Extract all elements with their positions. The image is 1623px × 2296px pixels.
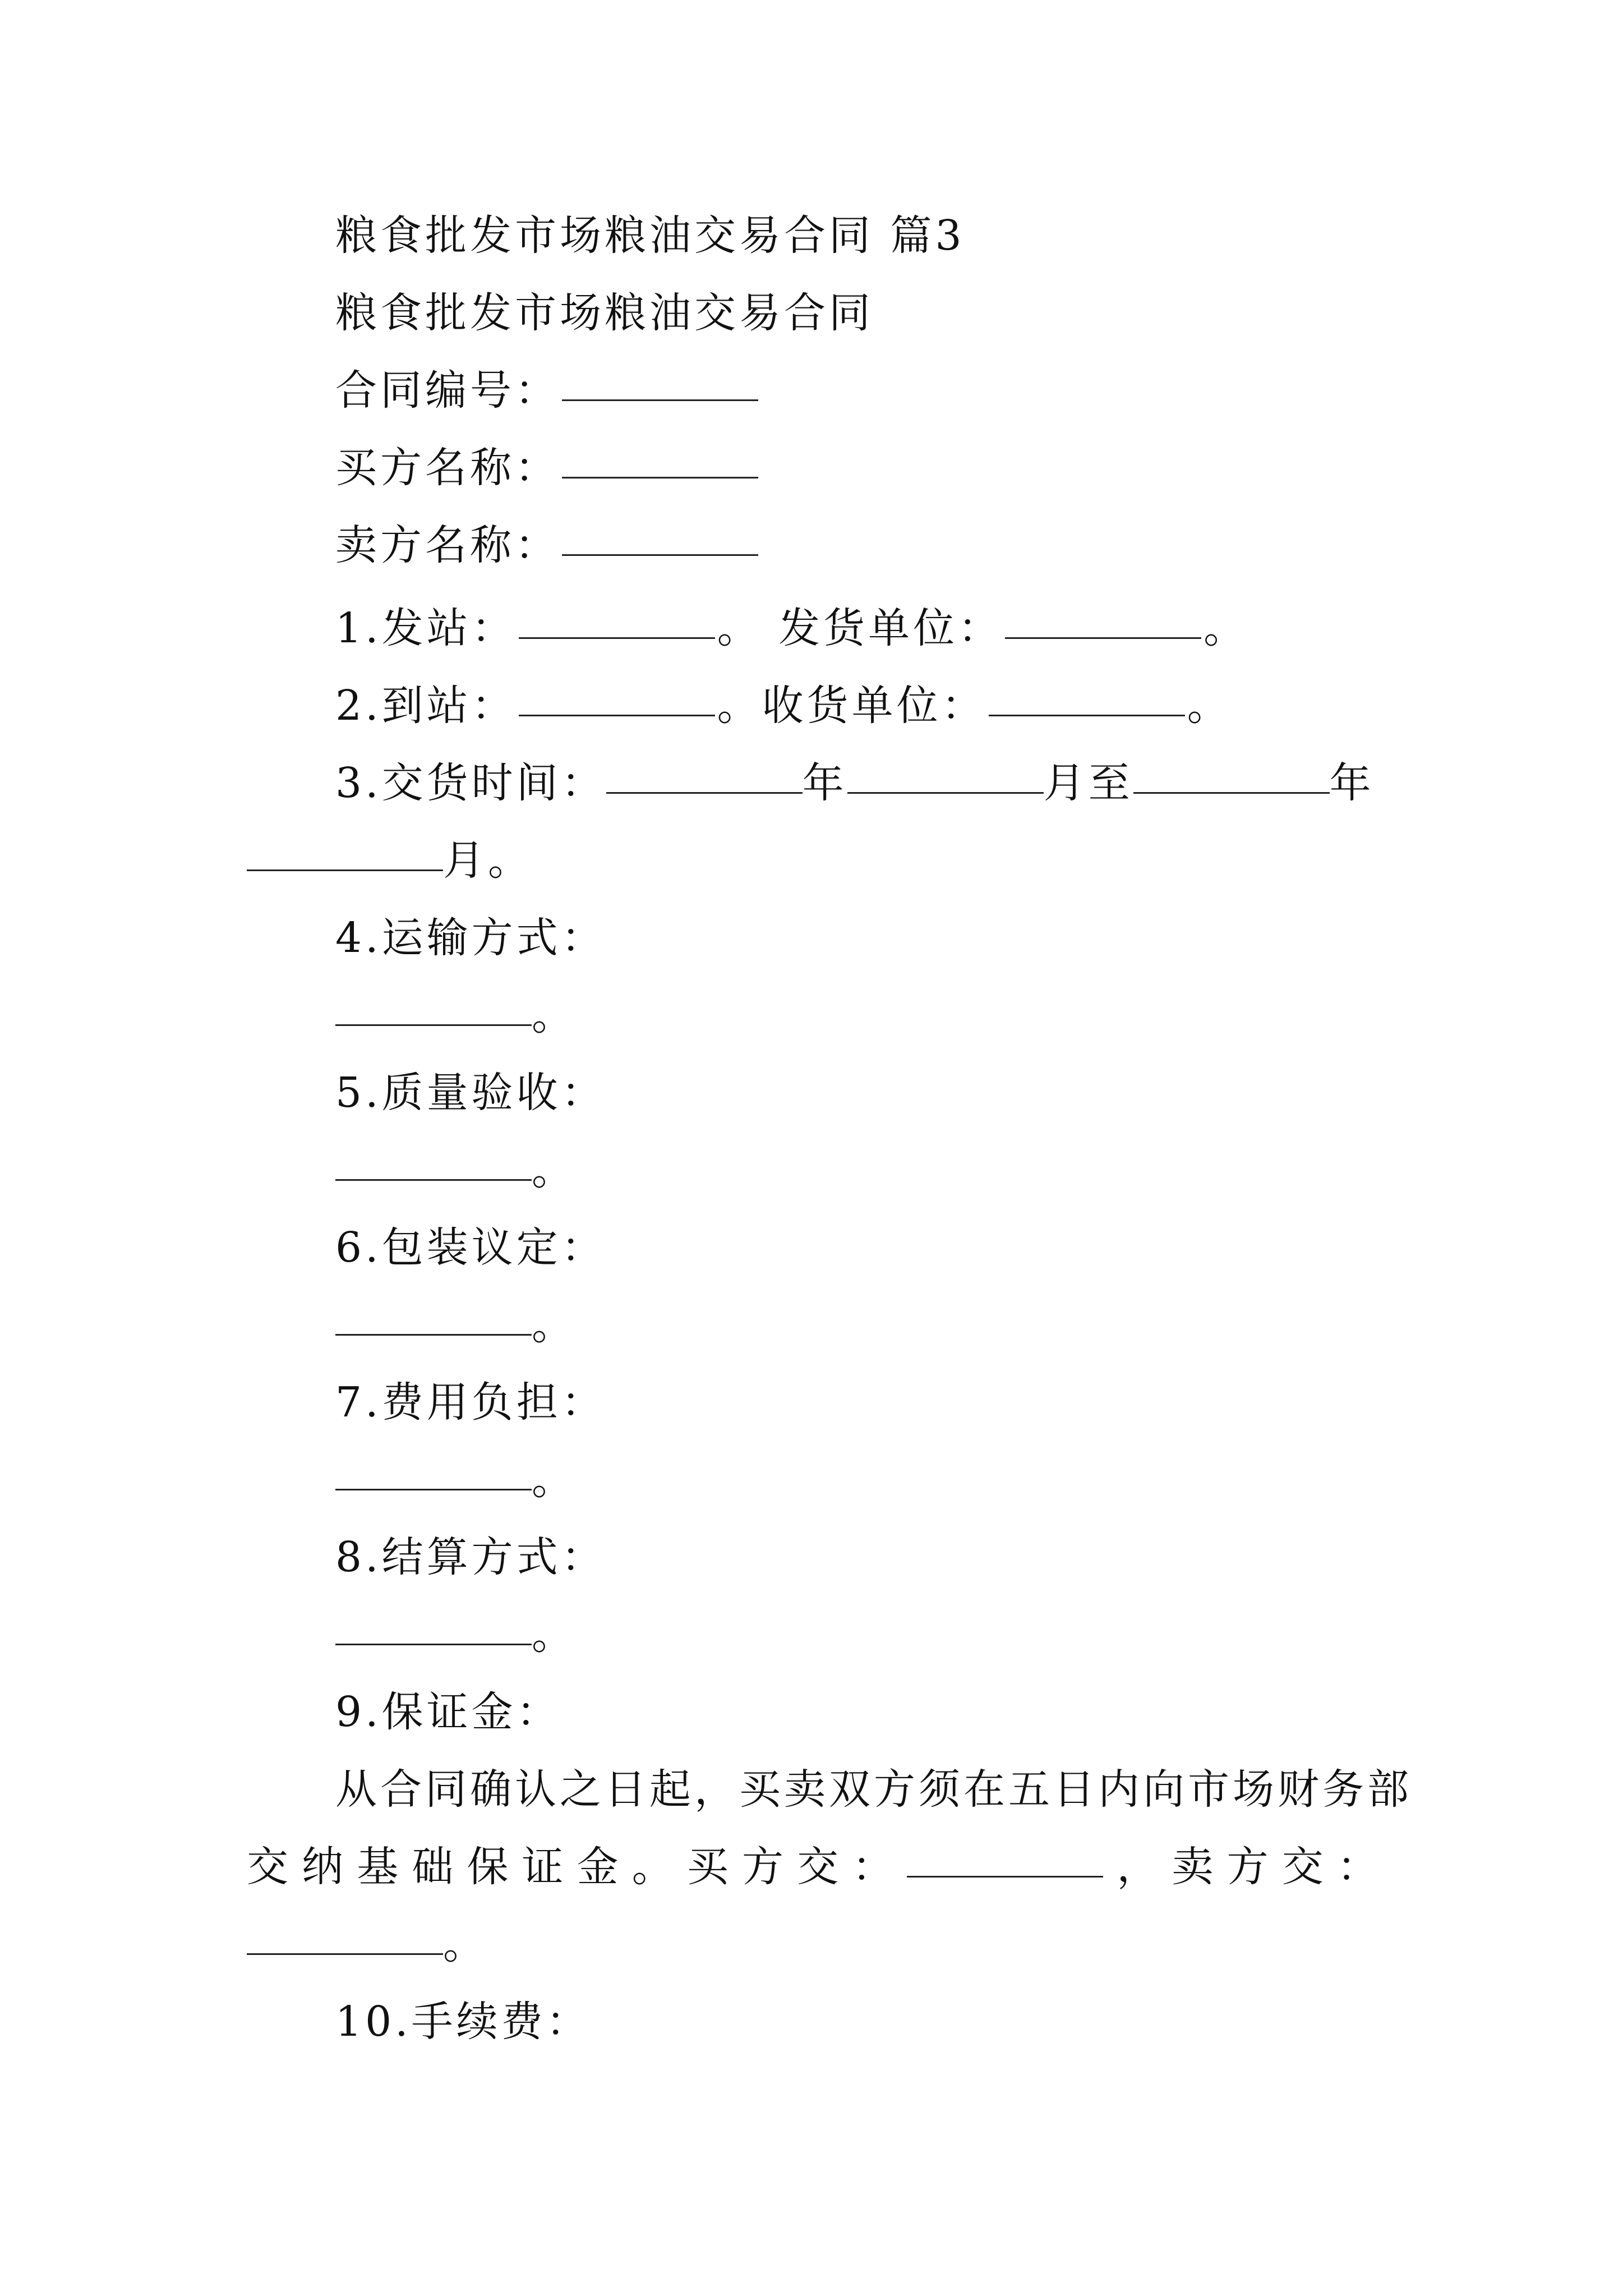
item-4-end: 。 xyxy=(532,991,577,1039)
item-10-row xyxy=(335,1994,591,2050)
seller-name-row xyxy=(335,517,760,573)
buyer-name-row xyxy=(335,440,760,496)
item-2-end: 。 xyxy=(1187,682,1232,730)
item-4-row xyxy=(335,910,606,966)
item-3-label: 3.交货时间： xyxy=(335,759,606,807)
cost-bearing-blank[interactable] xyxy=(335,1452,532,1490)
item-7-row xyxy=(335,1374,606,1430)
item-8-end: 。 xyxy=(532,1611,577,1659)
item-8-row xyxy=(335,1529,606,1585)
item-3-continuation xyxy=(247,832,533,889)
item-1-mid: 。 发货单位： xyxy=(717,604,1003,652)
item-8-fill-row xyxy=(335,1607,577,1663)
packaging-blank[interactable] xyxy=(335,1297,532,1336)
deposit-paragraph-text-1: 从合同确认之日起，买卖双方须在五日内向市场财务部 xyxy=(335,1765,1412,1814)
item-2-label: 2.到站： xyxy=(335,682,517,730)
buyer-name-label: 买方名称： xyxy=(335,444,560,492)
contract-number-blank[interactable] xyxy=(562,362,758,401)
quality-acceptance-blank[interactable] xyxy=(335,1142,532,1181)
departure-station-blank[interactable] xyxy=(519,600,715,639)
deposit-word: 。 xyxy=(631,1843,674,1891)
item-1-row xyxy=(335,600,1248,656)
arrival-station-blank[interactable] xyxy=(519,678,715,716)
item-5-fill-row xyxy=(335,1142,577,1198)
item-4-fill-row xyxy=(335,987,577,1043)
shipper-blank[interactable] xyxy=(1005,600,1201,639)
delivery-end-year-blank[interactable] xyxy=(1133,755,1330,794)
item-7-label: 7.费用负担： xyxy=(335,1378,606,1427)
item-1-label: 1.发站： xyxy=(335,604,517,652)
transport-method-blank[interactable] xyxy=(335,987,532,1026)
item-5-row xyxy=(335,1065,606,1121)
item-7-end: 。 xyxy=(532,1456,577,1504)
contract-title xyxy=(335,285,874,341)
contract-title-text: 粮食批发市场粮油交易合同 xyxy=(335,289,874,337)
item-5-label: 5.质量验收： xyxy=(335,1069,606,1117)
section-heading-text: 粮食批发市场粮油交易合同 篇3 xyxy=(335,211,965,260)
deposit-word: 保 xyxy=(467,1843,509,1891)
item-3-year-1: 年 xyxy=(802,759,847,807)
item-2-mid: 。收货单位： xyxy=(717,682,986,730)
seller-name-blank[interactable] xyxy=(562,517,758,556)
buyer-deposit-blank[interactable] xyxy=(907,1839,1103,1878)
contract-number-label: 合同编号： xyxy=(335,366,560,415)
deposit-word: 交 xyxy=(797,1843,839,1891)
item-2-row xyxy=(335,678,1232,734)
item-3-month-end: 月。 xyxy=(443,836,533,885)
item-4-label: 4.运输方式： xyxy=(335,914,606,962)
deposit-word: 卖 xyxy=(1172,1843,1214,1891)
deposit-word: 金 xyxy=(577,1843,619,1891)
item-3-month-to: 月至 xyxy=(1043,759,1133,807)
deposit-word: 证 xyxy=(522,1843,564,1891)
consignee-blank[interactable] xyxy=(989,678,1185,716)
seller-name-label: 卖方名称： xyxy=(335,521,560,569)
delivery-start-year-blank[interactable] xyxy=(606,755,803,794)
item-9-row xyxy=(335,1684,561,1740)
deposit-word: ： xyxy=(852,1843,894,1891)
deposit-word: 买 xyxy=(686,1843,728,1891)
item-6-end: 。 xyxy=(532,1301,577,1349)
deposit-word: 纳 xyxy=(302,1843,344,1891)
deposit-comma: ， xyxy=(1117,1843,1159,1891)
deposit-word: 方 xyxy=(741,1843,783,1891)
item-9-label: 9.保证金： xyxy=(335,1688,561,1736)
deposit-word: 交 xyxy=(247,1843,288,1891)
item-6-row xyxy=(335,1220,606,1276)
item-10-label: 10.手续费： xyxy=(335,1998,591,2046)
deposit-word: 交 xyxy=(1281,1843,1324,1891)
item-3-row xyxy=(335,755,1375,811)
deposit-word: 方 xyxy=(1227,1843,1269,1891)
deposit-paragraph-line-1 xyxy=(335,1761,1412,1818)
deposit-paragraph-line-2 xyxy=(247,1839,1378,1895)
section-heading xyxy=(335,208,965,264)
seller-deposit-blank[interactable] xyxy=(247,1916,443,1955)
deposit-paragraph-line-3 xyxy=(247,1916,488,1972)
deposit-word: ： xyxy=(1336,1843,1378,1891)
contract-number-row xyxy=(335,362,760,418)
item-3-year-2: 年 xyxy=(1329,759,1375,807)
item-7-fill-row xyxy=(335,1452,577,1508)
deposit-word: 础 xyxy=(412,1843,454,1891)
item-6-fill-row xyxy=(335,1297,577,1353)
delivery-end-month-blank[interactable] xyxy=(247,832,443,871)
item-1-end: 。 xyxy=(1204,604,1249,652)
deposit-end: 。 xyxy=(443,1920,488,1968)
item-6-label: 6.包装议定： xyxy=(335,1223,606,1272)
item-8-label: 8.结算方式： xyxy=(335,1533,606,1581)
buyer-name-blank[interactable] xyxy=(562,440,758,478)
item-5-end: 。 xyxy=(532,1146,577,1194)
settlement-method-blank[interactable] xyxy=(335,1607,532,1645)
delivery-start-month-blank[interactable] xyxy=(847,755,1044,794)
deposit-word: 基 xyxy=(357,1843,399,1891)
